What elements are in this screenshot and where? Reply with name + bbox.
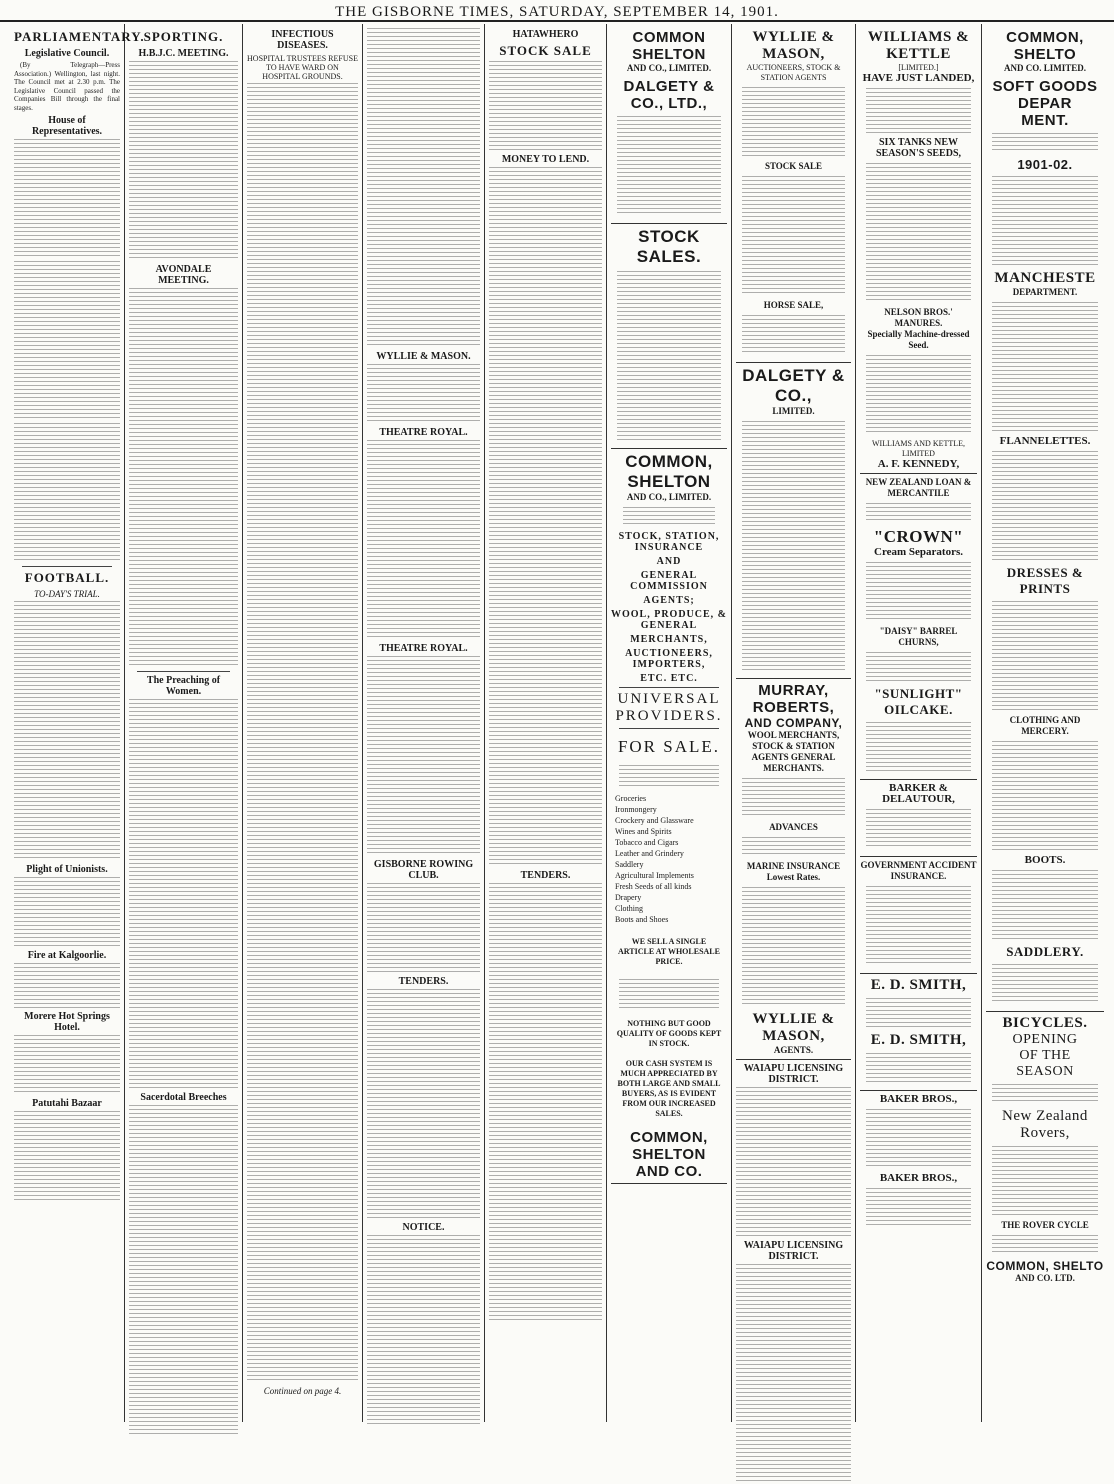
heading-avondale-meeting: AVONDALE MEETING. (155, 264, 212, 286)
ad-text-block (992, 870, 1098, 940)
list-item: Groceries (615, 794, 647, 803)
article-text-block (129, 1105, 238, 1435)
notice-text-block (736, 1264, 851, 1484)
ad-common-shelton-soft-goods (986, 26, 1104, 1012)
list-item: Wines and Spirits (615, 827, 672, 836)
ad-text-block (742, 315, 845, 355)
ad-text-block (619, 765, 719, 789)
divider (619, 728, 719, 729)
ad-text-block (742, 837, 845, 857)
ad-line: UNIVERSAL (617, 691, 721, 707)
ad-title: COMMON, SHELTON (625, 452, 713, 491)
list-item: Leather and Grindery (615, 849, 684, 858)
ad-title: "CROWN" (873, 527, 964, 546)
ad-text-block (992, 1084, 1098, 1104)
page-columns (10, 24, 1108, 1422)
ad-title: COMMON, SHELTON (630, 1129, 708, 1163)
classifieds-block (489, 883, 602, 1323)
article-text-block (129, 699, 238, 1089)
heading-parliamentary: PARLIAMENTARY. (14, 29, 145, 44)
ad-line: CLOTHING AND MERCERY. (1009, 715, 1081, 736)
article-text-block (14, 1035, 120, 1095)
ad-line: NOTHING BUT GOOD QUALITY OF GOODS KEPT IN STOCK. (616, 1019, 722, 1048)
ad-subtitle: AND CO., LIMITED. (626, 492, 712, 502)
ad-title: COMMON SHELTON (632, 29, 706, 63)
article-text-block (129, 61, 238, 261)
ad-text-block (623, 507, 715, 527)
heading-sacerdotal-breeches: Sacerdotal Breeches (140, 1092, 227, 1103)
heading-morere-hot-springs: Morere Hot Springs Hotel. (24, 1011, 110, 1033)
ad-line: THE ROVER CYCLE (1001, 1220, 1089, 1230)
ad-theatre-royal-2: THEATRE ROYAL. (379, 643, 468, 654)
ad-line: SIX TANKS NEW SEASON'S SEEDS, (875, 137, 962, 159)
ad-text-block (992, 133, 1098, 153)
ad-text-block (742, 176, 845, 296)
heading-tenders: TENDERS. (520, 870, 571, 881)
column-2 (125, 24, 243, 1422)
ad-murray-roberts (736, 679, 851, 1060)
ad-stock-sale: STOCK SALE (499, 43, 592, 58)
ad-text-block (367, 989, 480, 1219)
ad-text-block (617, 116, 721, 216)
ad-text-block (992, 302, 1098, 432)
ad-baker-bros (860, 1091, 977, 1235)
ad-title: STOCK SALES. (636, 227, 702, 266)
ad-text-block (866, 998, 971, 1028)
heading-preaching-of-women: The Preaching of Women. (146, 675, 221, 697)
ad-hatawhero: HATAWHERO (512, 29, 579, 40)
ad-title: BAKER BROS., (879, 1172, 958, 1184)
article-text-block (14, 963, 120, 1008)
ad-title: WYLLIE & MASON, (752, 29, 835, 62)
ad-text-block (866, 1053, 971, 1083)
ad-text-block (489, 61, 602, 151)
list-item: Boots and Shoes (615, 915, 669, 924)
article-text-block (14, 423, 120, 563)
heading-tenders: TENDERS. (398, 976, 449, 987)
ad-nz-loan-mercantile (860, 474, 977, 780)
ad-line: OUR CASH SYSTEM IS MUCH APPRECIATED BY BOTH LARGE AND SMALL BUYERS, AS IS EVIDENT FROM OUR INCREASED SALES. (617, 1059, 721, 1118)
ad-bicycles (986, 1012, 1104, 1287)
ad-line: SEASON (1016, 1064, 1074, 1079)
ad-text-block (992, 451, 1098, 561)
ad-text-block (742, 421, 845, 671)
ad-line: Specially Machine-dressed Seed. (867, 329, 970, 350)
column-8 (856, 24, 982, 1422)
ad-line: Rovers, (1020, 1125, 1070, 1141)
ad-text-block (866, 809, 971, 849)
ad-line: AGENTS; (643, 595, 695, 606)
ad-text-block (866, 722, 971, 772)
heading-house-of-representatives: House of Representatives. (31, 115, 103, 137)
ad-title: GOVERNMENT ACCIDENT INSURANCE. (860, 860, 977, 881)
ad-common-shelton-top (611, 26, 727, 224)
list-item: Crockery and Glassware (615, 816, 694, 825)
ad-line: NELSON BROS.' MANURES. (884, 307, 953, 328)
ad-title: E. D. SMITH, (870, 977, 967, 993)
heading-todays-trial: TO-DAY'S TRIAL. (34, 589, 100, 599)
ad-wyllie-mason-top (736, 26, 851, 363)
ad-line: MARINE INSURANCE (746, 861, 841, 871)
ad-text-block (367, 883, 480, 973)
continued-note: Continued on page 4. (263, 1386, 342, 1396)
ad-gisborne-rowing-club: GISBORNE ROWING CLUB. (373, 859, 474, 881)
ad-title: SOFT GOODS DEPAR (992, 78, 1098, 112)
heading-legislative-council: Legislative Council. (24, 48, 110, 59)
heading-fire-at-kalgoorlie: Fire at Kalgoorlie. (27, 950, 107, 961)
ad-text-block (866, 562, 971, 622)
ad-line: OPENING (1012, 1032, 1078, 1047)
column-1 (10, 24, 145, 1422)
ad-text-block (742, 887, 845, 1007)
heading-sporting: SPORTING. (143, 29, 224, 44)
article-text-block (14, 601, 120, 861)
list-item: Clothing (615, 904, 644, 913)
divider (22, 566, 112, 567)
ad-subtitle: DEPARTMENT. (1012, 287, 1078, 297)
list-item: Drapery (615, 893, 642, 902)
ad-subtitle: AND CO., LIMITED. (626, 63, 712, 73)
ad-line: MERCHANTS, (630, 634, 708, 645)
ad-subtitle: AND CO. LIMITED. (1003, 63, 1086, 73)
notice-text-block (736, 1087, 851, 1237)
ad-line: GENERAL COMMISSION (630, 570, 708, 592)
ad-subtitle: AND COMPANY, (744, 716, 843, 730)
ad-title: E. D. SMITH, (870, 1032, 967, 1048)
ad-subtitle: Cream Separators. (874, 546, 963, 558)
ad-line: 1901-02. (1017, 157, 1073, 172)
ad-text-block (367, 440, 480, 640)
article-text-block (247, 83, 358, 1383)
article-body: (By Telegraph—Press Association.) Wellington, last night. The Council met at 2.30 p.m. The Legislative Council passed the Companies Bill through the final stages. (14, 61, 120, 112)
classifieds-block (489, 167, 602, 867)
ad-subtitle: AND CO. (635, 1163, 703, 1180)
ad-line: DRESSES & PRINTS (1006, 565, 1084, 596)
ad-line: OF THE (1019, 1048, 1071, 1063)
ad-text-block (617, 271, 721, 441)
ad-government-accident (860, 857, 977, 974)
ad-text-block (992, 176, 1098, 266)
ad-stock-sales (611, 224, 727, 449)
ad-line: STOCK SALE (764, 161, 823, 171)
ad-text-block (367, 656, 480, 856)
ad-text-block (866, 163, 971, 303)
ad-line: ADVANCES (769, 822, 818, 832)
ad-text-block (742, 778, 845, 818)
masthead (0, 0, 1114, 22)
article-text-block (14, 1111, 120, 1201)
ad-text-block (367, 1235, 480, 1425)
ad-text-block (742, 87, 845, 157)
ad-theatre-royal-1: THEATRE ROYAL. (379, 427, 468, 438)
ad-line: AND (656, 556, 682, 567)
ad-text-block (866, 652, 971, 682)
list-item: Saddlery (615, 860, 644, 869)
ad-text-block (866, 503, 971, 523)
ad-text-block (992, 964, 1098, 1004)
heading-waiapu-licensing: WAIAPU LICENSING DISTRICT. (743, 1240, 844, 1262)
heading-plight-of-unionists: Plight of Unionists. (26, 864, 108, 875)
ad-line: WOOL MERCHANTS, STOCK & STATION AGENTS GENERAL MERCHANTS. (747, 730, 840, 773)
article-text-block (14, 139, 120, 259)
ad-title: BAKER BROS., (879, 1093, 958, 1105)
ad-line: WOOL, PRODUCE, & GENERAL (611, 609, 727, 631)
ad-text-block (619, 979, 719, 1009)
article-text-block (14, 877, 120, 947)
article-text-block (14, 261, 120, 421)
ad-subtitle: AGENTS. (773, 1045, 814, 1055)
ad-line: WILLIAMS AND KETTLE, LIMITED (871, 439, 966, 458)
list-item: Ironmongery (615, 805, 657, 814)
column-6 (607, 24, 732, 1422)
subheading-hospital-trustees: HOSPITAL TRUSTEES REFUSE TO HAVE WARD ON HOSPITAL GROUNDS. (247, 54, 358, 81)
ad-line: Lowest Rates. (766, 872, 821, 882)
ad-line: HORSE SALE, (763, 300, 824, 310)
race-results-block (129, 288, 238, 668)
ad-subtitle: [LIMITED.] (898, 63, 939, 72)
ad-barker-delautour (860, 780, 977, 857)
ad-line: STOCK, STATION, INSURANCE (618, 531, 720, 553)
column-3 (243, 24, 363, 1422)
ad-line: NEW ZEALAND LOAN & MERCANTILE (865, 477, 972, 498)
ad-williams-kettle (860, 26, 977, 474)
ad-title: DALGETY & CO., LTD., (623, 78, 715, 112)
ad-subtitle: AUCTIONEERS, STOCK & STATION AGENTS (746, 63, 841, 82)
ad-title: DALGETY & CO., (742, 366, 845, 405)
ad-text-block (992, 1146, 1098, 1216)
ad-line: ETC. ETC. (640, 673, 698, 684)
column-5 (485, 24, 607, 1422)
ad-text-block (866, 88, 971, 133)
column-7 (732, 24, 856, 1422)
column-9 (982, 24, 1108, 1422)
list-item: Agricultural Implements (615, 871, 694, 880)
ad-line: PROVIDERS. (615, 708, 723, 724)
ad-line: WE SELL A SINGLE ARTICLE AT WHOLESALE PRICE. (618, 937, 720, 966)
ad-text-block (866, 1109, 971, 1169)
ad-common-shelton-main (611, 449, 727, 1184)
divider (137, 671, 230, 672)
ad-text-block (992, 741, 1098, 851)
ad-dalgety (736, 363, 851, 679)
ad-title: COMMON, SHELTO (986, 1259, 1104, 1273)
ad-text-block (866, 355, 971, 435)
ad-subtitle: LIMITED. (772, 406, 815, 416)
ad-subtitle: AND CO. LTD. (1015, 1273, 1075, 1283)
ad-title: MANCHESTE (994, 270, 1096, 286)
ad-ed-smith (860, 974, 977, 1091)
divider (619, 687, 719, 688)
ad-line: BOOTS. (1024, 854, 1066, 866)
ad-money-to-lend: MONEY TO LEND. (501, 154, 590, 165)
ad-line: New Zealand (1002, 1108, 1088, 1124)
newspaper-title: THE GISBORNE TIMES, SATURDAY, SEPTEMBER 14, 1901. (335, 4, 779, 20)
article-text-block (367, 28, 480, 348)
ad-title: COMMON, SHELTO (1006, 29, 1084, 63)
heading-waiapu-licensing: WAIAPU LICENSING DISTRICT. (743, 1063, 844, 1085)
ad-title: WYLLIE & MASON, (752, 1011, 835, 1044)
ad-title: MURRAY, ROBERTS, (752, 682, 835, 716)
ad-title: MENT. (1021, 112, 1069, 129)
heading-notice: NOTICE. (402, 1222, 445, 1233)
ad-title: BARKER & DELAUTOUR, (882, 782, 955, 805)
ad-title: WILLIAMS & KETTLE (867, 29, 970, 62)
ad-line: FLANNELETTES. (999, 435, 1091, 447)
heading-infectious-diseases: INFECTIOUS DISEASES. (271, 29, 334, 51)
ad-for-sale: FOR SALE. (617, 737, 721, 756)
ad-wyllie-mason: WYLLIE & MASON. (376, 351, 471, 362)
ad-text-block (992, 601, 1098, 711)
list-item: Tobacco and Cigars (615, 838, 679, 847)
ad-text-block (992, 1235, 1098, 1255)
ad-line: "DAISY" BARREL CHURNS, (879, 626, 958, 647)
column-4 (363, 24, 485, 1422)
heading-hbjc-meeting: H.B.J.C. MEETING. (138, 48, 229, 59)
ad-text-block (866, 886, 971, 966)
heading-patutahi-bazaar: Patutahi Bazaar (32, 1098, 102, 1109)
ad-text-block (367, 364, 480, 424)
ad-line: A. F. KENNEDY, (877, 458, 960, 470)
ad-line: HAVE JUST LANDED, (862, 72, 975, 84)
ad-line: AUCTIONEERS, IMPORTERS, (625, 648, 713, 670)
ad-line: SADDLERY. (1006, 944, 1084, 959)
ad-title: BICYCLES. (1002, 1015, 1088, 1031)
ad-text-block (866, 1188, 971, 1228)
ad-line: "SUNLIGHT" OILCAKE. (874, 686, 963, 717)
list-item: Fresh Seeds of all kinds (615, 882, 692, 891)
heading-football: FOOTBALL. (24, 570, 110, 585)
